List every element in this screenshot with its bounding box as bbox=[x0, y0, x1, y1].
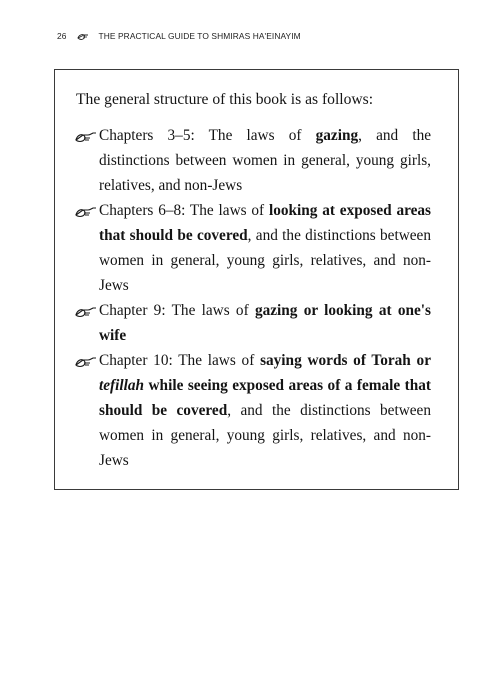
list-item-emphasis: saying words of Torah or bbox=[260, 352, 431, 369]
list-item bbox=[99, 123, 431, 198]
list-item-text bbox=[99, 127, 431, 194]
list-item-run: , and the distinctions between women in general, young girls, relatives, and non-Jews bbox=[99, 227, 431, 294]
running-header bbox=[57, 29, 301, 43]
list-item bbox=[99, 348, 431, 473]
list-item-text bbox=[99, 352, 431, 469]
list-item-text bbox=[99, 302, 431, 344]
list-item-emphasis: looking at exposed areas that should be covered bbox=[99, 202, 432, 244]
list-item-emphasis: while seeing exposed areas of a female that should be covered bbox=[99, 377, 431, 419]
list-item-emphasis: gazing or looking at one's wife bbox=[99, 302, 431, 344]
list-item-run: , and the distinctions between women in general, young girls, relatives, and non-Jews bbox=[99, 402, 431, 469]
list-item-run: Chapters 6–8: The laws of bbox=[99, 202, 269, 219]
scroll-hand-icon bbox=[77, 32, 89, 41]
list-item-run: Chapter 10: The laws of bbox=[99, 352, 261, 369]
list-item-emphasis: tefillah bbox=[99, 377, 145, 394]
pointing-hand-icon bbox=[75, 355, 97, 368]
list-item-run: Chapter 9: The laws of bbox=[99, 302, 255, 319]
list-item-text bbox=[99, 202, 431, 294]
running-title: THE PRACTICAL GUIDE TO SHMIRAS HA'EINAYIM bbox=[98, 31, 301, 41]
list-item bbox=[99, 298, 431, 348]
list-item-run: , and the distinctions between women in general, young girls, relatives, and non-Jews bbox=[99, 127, 432, 194]
list-item-emphasis: gazing bbox=[315, 127, 359, 144]
page-number: 26 bbox=[57, 31, 67, 41]
list-item bbox=[99, 198, 431, 298]
list-item-run: Chapters 3–5: The laws of bbox=[99, 127, 316, 144]
pointing-hand-icon bbox=[75, 205, 97, 218]
pointing-hand-icon bbox=[75, 305, 97, 318]
pointing-hand-icon bbox=[75, 130, 97, 143]
intro-text: The general structure of this book is as follows: bbox=[76, 91, 374, 108]
